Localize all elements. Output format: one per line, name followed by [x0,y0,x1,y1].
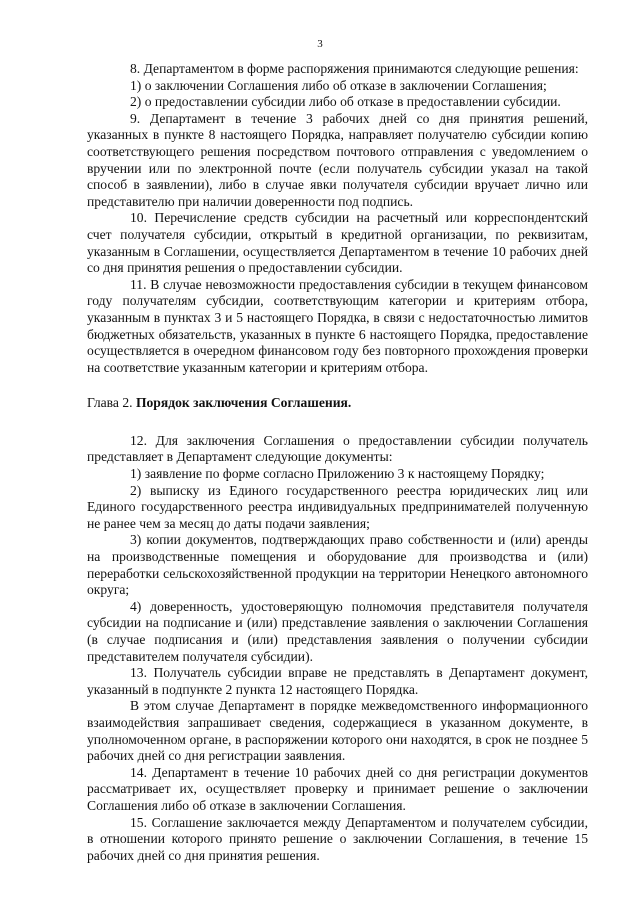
paragraph-8-item-1: 1) о заключении Соглашения либо об отказе в заключении Соглашения; [130,77,547,93]
paragraph-12-item-1: 1) заявление по форме согласно Приложению 3 к настоящему Порядку; [130,466,545,482]
paragraph-10: 10. Перечисление средств субсидии на расчетный или корреспондентский счет получателя субсидии, открытый в кредитной организации, по реквизитам, указанным в Соглашении, осуществляется Департаментом в течение 10 рабочих дней со дня принятия решения о предоставлении субсидии. [87,210,588,276]
paragraph-8-item-2: 2) о предоставлении субсидии либо об отказе в предоставлении субсидии. [130,94,561,110]
chapter-title: Порядок заключения Соглашения. [135,395,352,411]
paragraph-13: 13. Получатель субсидии вправе не представлять в Департамент документ, указанный в подпункте 2 пункта 12 настоящего Порядка. [87,665,588,697]
page-number: 3 [317,38,323,50]
paragraph-14: 14. Департамент в течение 10 рабочих дней со дня регистрации документов рассматривает их, осуществляет проверку и принимает решение о заключении Соглашения либо об отказе в заключении Соглашения. [87,764,588,813]
chapter-heading [87,395,588,412]
paragraph-9: 9. Департамент в течение 3 рабочих дней со дня принятия решений, указанных в пункте 8 настоящего Порядка, направляет получателю субсидии копию соответствующего решения посредством почтового отправления с уведомлением о вручении или по электронной почте (если получатель субсидии указал на такой способ в заявлении), либо в случае явки получателя субсидии вручает лично или представителю при наличии доверенности под подпись. [87,110,588,209]
document-body [87,61,588,864]
paragraph-13-continuation: В этом случае Департамент в порядке межведомственного информационного взаимодействия запрашивает сведения, содержащиеся в указанном документе, в уполномоченном органе, в распоряжении которого они находятся, в срок не позднее 5 рабочих дней со дня регистрации заявления. [87,698,588,764]
paragraph-12-item-3: 3) копии документов, подтверждающих право собственности и (или) аренды на производственные помещения и оборудование для производства и (или) переработки сельскохозяйственной продукции на территории Ненецкого автономного округа; [87,532,588,598]
chapter-prefix: Глава 2. [87,395,133,411]
paragraph-15: 15. Соглашение заключается между Департаментом и получателем субсидии, в отношении которого принято решение о заключении Соглашения, в течение 15 рабочих дней со дня принятия решения. [87,814,588,863]
paragraph-8: 8. Департаментом в форме распоряжения принимаются следующие решения: [130,61,579,76]
paragraph-11: 11. В случае невозможности предоставления субсидии в текущем финансовом году получателям субсидии, соответствующим категории и критериям отбора, указанным в пунктах 3 и 5 настоящего Порядка, в связи с недостаточностью лимитов бюджетных обязательств, указанных в пункте 6 настоящего Порядка, предоставление осуществляется в очередном финансовом году без повторного прохождения проверки на соответствие указанным категории и критериям отбора. [87,276,588,375]
paragraph-12: 12. Для заключения Соглашения о предоставлении субсидии получатель представляет в Департамент следующие документы: [87,432,588,465]
paragraph-12-item-2: 2) выписку из Единого государственного реестра юридических лиц или Единого государственного реестра индивидуальных предпринимателей полученную не ранее чем за месяц до даты подачи заявления; [87,482,588,531]
paragraph-12-item-4: 4) доверенность, удостоверяющую полномочия представителя получателя субсидии на подписание и (или) представление заявления о заключении Соглашения (в случае подписания и (или) представления заявления о получении субсидии представителем получателя субсидии). [87,598,588,664]
